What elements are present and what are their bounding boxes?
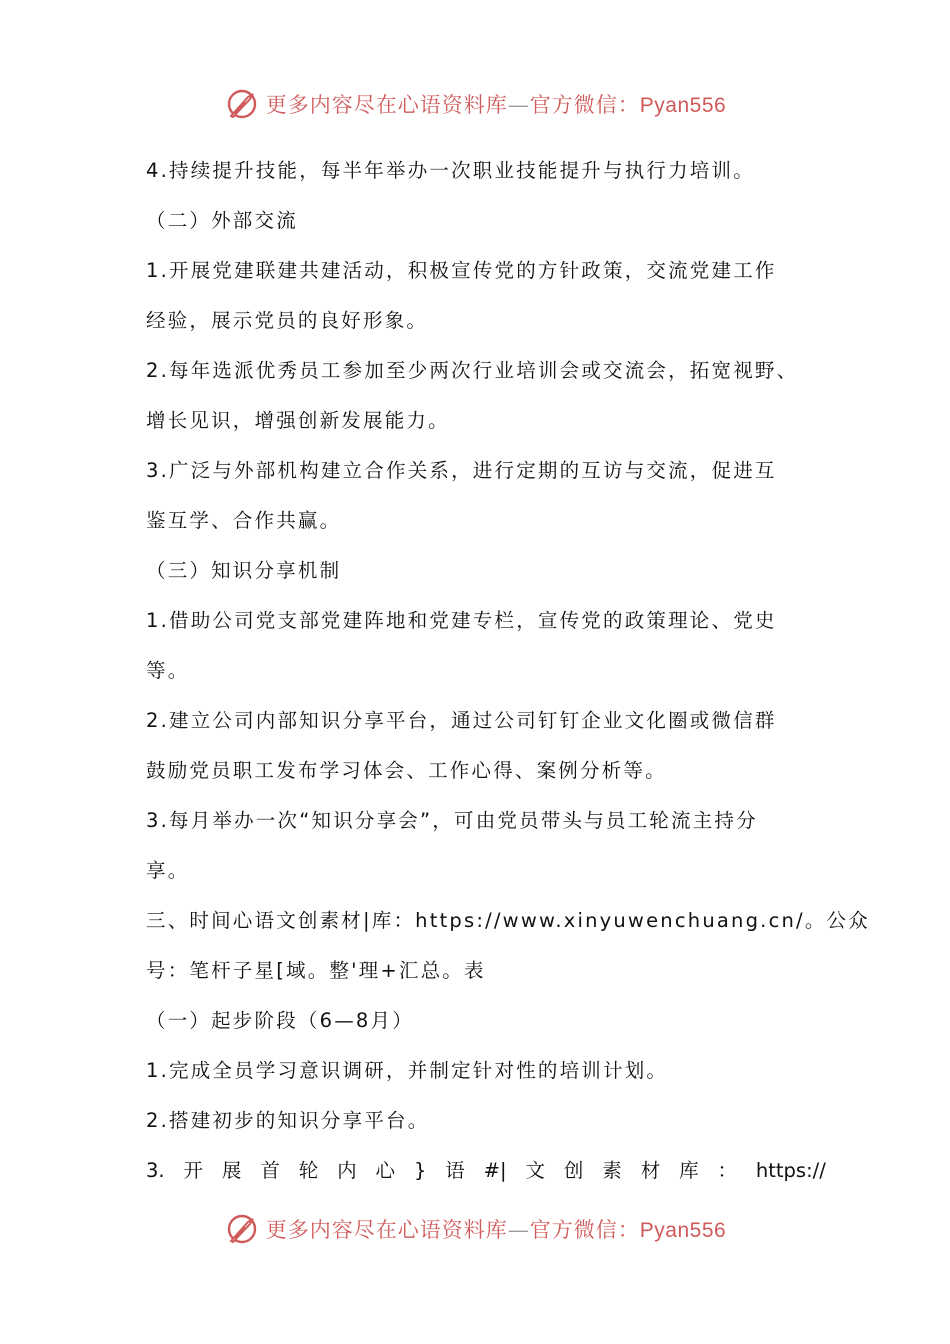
banner-suffix: 官方微信： [529,1218,640,1242]
text-line: 增长见识，增强创新发展能力。 [146,409,450,432]
banner-text [266,1214,726,1244]
text-line: 享。 [146,859,190,882]
text-line: 3.每月举办一次“知识分享会”，可由党员带头与员工轮流主持分 [146,809,758,832]
section-heading: （一）起步阶段（6—8月） [146,1009,414,1032]
text-line: 三、时间心语文创素材|库：https://www.xinyuwenchuang.cn/。公众 [146,909,870,932]
text-line: 鼓励党员职工发布学习体会、工作心得、案例分析等。 [146,759,667,782]
text-line: 号：笔杆子星[域。整'理+汇总。表 [146,959,486,982]
pen-nib-logo-icon [224,1211,260,1247]
text-token: 语 [445,1159,465,1182]
text-token: 材 [640,1159,661,1182]
text-token: 素 [602,1159,622,1182]
text-token: } [413,1159,427,1182]
text-token: 库 [679,1159,699,1182]
banner-wechat-id: Pyan556 [639,1219,727,1242]
text-token: 轮 [298,1159,319,1182]
document-body [146,146,870,1196]
banner-wechat-id: Pyan556 [639,94,727,117]
banner-title: 更多内容尽在心语资料库 [265,93,508,117]
justified-text-line [146,1146,826,1196]
text-token: 内 [337,1159,357,1182]
banner-suffix: 官方微信： [529,93,640,117]
text-token: 心 [375,1159,396,1182]
text-token: 首 [260,1159,280,1182]
text-line: 4.持续提升技能，每半年举办一次职业技能提升与执行力培训。 [146,159,755,182]
text-line: 2.搭建初步的知识分享平台。 [146,1109,430,1132]
section-heading: （二）外部交流 [146,209,298,232]
text-token: 3. [146,1159,165,1182]
text-token: #| [483,1159,507,1182]
text-token: 文 [525,1159,545,1182]
text-token: 创 [563,1159,584,1182]
banner-title: 更多内容尽在心语资料库 [265,1218,508,1242]
banner-separator: — [507,93,530,117]
pen-nib-logo-icon [224,86,260,122]
text-line: 等。 [146,659,190,682]
text-token: 开 [183,1159,204,1182]
text-token: ： [717,1159,738,1182]
text-token: 展 [221,1159,242,1182]
text-line: 鉴互学、合作共赢。 [146,509,342,532]
text-line: 1.开展党建联建共建活动，积极宣传党的方针政策，交流党建工作 [146,259,777,282]
text-line: 1.借助公司党支部党建阵地和党建专栏，宣传党的政策理论、党史 [146,609,777,632]
footer-banner [0,1209,950,1249]
banner-text [266,89,726,119]
text-line: 3.广泛与外部机构建立合作关系，进行定期的互访与交流，促进互 [146,459,777,482]
text-token: https:// [755,1159,826,1182]
section-heading: （三）知识分享机制 [146,559,342,582]
text-line: 2.每年选派优秀员工参加至少两次行业培训会或交流会，拓宽视野、 [146,359,799,382]
text-line: 经验，展示党员的良好形象。 [146,309,429,332]
text-line: 1.完成全员学习意识调研，并制定针对性的培训计划。 [146,1059,669,1082]
banner-separator: — [507,1218,530,1242]
header-banner [0,84,950,124]
text-line: 2.建立公司内部知识分享平台，通过公司钉钉企业文化圈或微信群 [146,709,777,732]
